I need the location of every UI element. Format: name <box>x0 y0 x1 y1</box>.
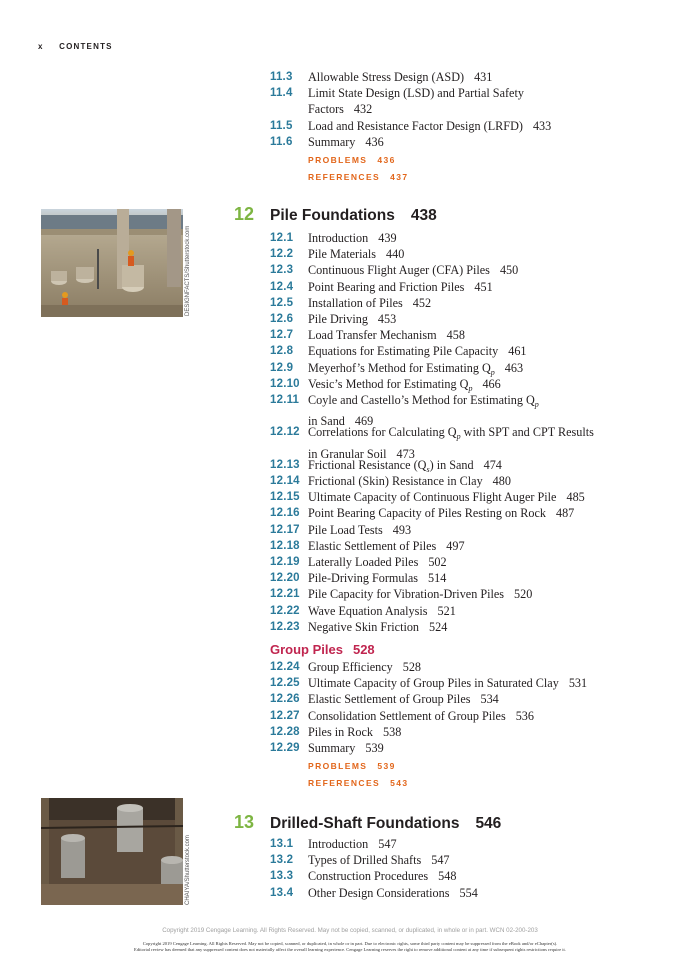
title-text: Pile-Driving Formulas <box>308 571 419 586</box>
ch11-problems-link[interactable] <box>308 155 396 165</box>
title-text: Factors <box>308 102 344 117</box>
title-text: Correlations for Calculating Q <box>308 425 457 440</box>
section-title <box>308 586 670 602</box>
section-number: 12.22 <box>270 604 300 617</box>
title-text: Pile Capacity for Vibration-Driven Piles <box>308 587 505 602</box>
chapter-title: Pile Foundations <box>270 207 395 224</box>
section-number: 11.3 <box>270 71 293 83</box>
section-number: 11.6 <box>270 135 293 148</box>
title-text: Allowable Stress Design (ASD) <box>308 70 465 84</box>
section-number: 12.16 <box>270 507 300 520</box>
section-title <box>308 538 670 554</box>
section-title <box>308 619 670 635</box>
section-title <box>308 659 670 675</box>
toc-entry[interactable] <box>270 311 670 327</box>
section-title <box>308 230 670 246</box>
title-text: Point Bearing Capacity of Piles Resting on Rock <box>308 506 546 521</box>
section-number: 12.1 <box>270 232 294 244</box>
drilled-shaft-photo <box>41 798 183 905</box>
title-text: Elastic Settlement of Piles <box>308 538 437 553</box>
page-ref: 485 <box>566 490 585 505</box>
section-number: 13.3 <box>270 870 294 883</box>
page-ref: 487 <box>555 506 575 521</box>
page-ref: 458 <box>446 328 465 343</box>
toc-entry[interactable] <box>270 279 670 295</box>
toc-entry[interactable] <box>270 724 670 740</box>
section-number: 12.11 <box>270 394 300 406</box>
page-ref: 451 <box>474 279 493 294</box>
chapter-13-heading[interactable] <box>234 812 501 833</box>
section-title <box>308 262 670 278</box>
toc-entry[interactable] <box>270 554 670 570</box>
section-title <box>308 424 670 445</box>
page-ref: 461 <box>508 344 527 359</box>
section-number: 12.2 <box>270 248 294 261</box>
section-number: 12.10 <box>270 377 300 390</box>
toc-entry[interactable] <box>270 675 670 691</box>
page-ref: 536 <box>515 708 534 723</box>
section-number: 12.28 <box>270 725 300 738</box>
chapter-title: Drilled-Shaft Foundations <box>270 815 460 832</box>
running-header <box>38 42 113 51</box>
section-number: 12.29 <box>270 742 300 754</box>
references-page: 543 <box>390 778 409 788</box>
section-number: 12.15 <box>270 491 300 504</box>
problems-page: 539 <box>377 761 396 771</box>
toc-entry[interactable] <box>270 570 670 586</box>
title-text: Pile Driving <box>308 312 368 326</box>
page-ref: 439 <box>378 231 397 245</box>
toc-entry[interactable] <box>270 69 670 85</box>
toc-entry[interactable] <box>270 505 670 521</box>
chapter-number: 13 <box>234 812 255 832</box>
references-label: REFERENCES <box>308 778 381 788</box>
page-ref: 521 <box>437 603 456 618</box>
section-number: 12.19 <box>270 556 300 568</box>
section-title <box>308 885 670 901</box>
page-ref: 538 <box>383 724 402 739</box>
page-ref: 431 <box>474 70 493 84</box>
subscript: p <box>468 383 473 393</box>
title-text: in Granular Soil <box>308 446 387 461</box>
section-title <box>308 554 670 570</box>
section-title <box>308 279 670 295</box>
page-ref: 524 <box>429 619 448 634</box>
group-piles-heading[interactable] <box>270 642 375 657</box>
section-title <box>308 489 670 505</box>
page-ref: 493 <box>392 522 412 537</box>
section-number: 12.25 <box>270 677 300 690</box>
page-ref: 514 <box>428 571 447 586</box>
toc-entry[interactable] <box>270 691 670 707</box>
title-text: Construction Procedures <box>308 869 429 884</box>
page-ref: 433 <box>532 118 552 133</box>
toc-entry[interactable] <box>270 659 670 675</box>
ch11-references-link[interactable] <box>308 172 408 182</box>
section-title <box>308 473 670 489</box>
references-label: REFERENCES <box>308 172 381 182</box>
chapter-page: 546 <box>475 815 502 832</box>
title-text: Frictional (Skin) Resistance in Clay <box>308 474 483 488</box>
section-title <box>308 691 670 707</box>
page-ref: 466 <box>482 376 501 391</box>
pile-foundation-photo <box>41 209 183 317</box>
page-ref: 473 <box>396 446 415 461</box>
section-title <box>308 85 670 101</box>
group-title: Group Piles <box>270 642 343 657</box>
toc-entry[interactable] <box>270 619 670 635</box>
problems-label: PROBLEMS <box>308 761 368 771</box>
title-text: Types of Drilled Shafts <box>308 853 422 868</box>
section-title <box>308 724 670 740</box>
toc-entry[interactable] <box>270 603 670 619</box>
section-title <box>308 327 670 343</box>
ch12-problems-link[interactable] <box>308 761 396 771</box>
section-title <box>308 603 670 619</box>
title-text: Ultimate Capacity of Continuous Flight Auger Pile <box>308 490 557 505</box>
title-text: Group Efficiency <box>308 660 393 674</box>
section-title <box>308 392 670 413</box>
toc-entry[interactable] <box>270 262 670 278</box>
page-ref: 463 <box>504 360 524 375</box>
title-text: Elastic Settlement of Group Piles <box>308 692 471 707</box>
title-text: Piles in Rock <box>308 724 374 739</box>
title-text: Introduction <box>308 231 369 245</box>
toc-entry[interactable] <box>270 489 670 505</box>
page-ref: 547 <box>431 853 450 868</box>
section-title <box>308 868 670 884</box>
problems-page: 436 <box>377 155 396 165</box>
section-label: CONTENTS <box>59 42 113 51</box>
toc-entry[interactable] <box>270 586 670 602</box>
toc-entry[interactable] <box>270 538 670 554</box>
photo-credit-13: CHAIYA/Shutterstock.com <box>185 835 191 905</box>
chapter-page: 438 <box>410 207 437 224</box>
toc-entry[interactable] <box>270 295 670 311</box>
section-title <box>308 505 670 521</box>
section-title <box>308 343 670 359</box>
section-title <box>308 118 670 134</box>
title-text: Load and Resistance Factor Design (LRFD) <box>308 118 523 133</box>
title-text: Other Design Considerations <box>308 885 450 900</box>
references-page: 437 <box>390 172 409 182</box>
section-number: 12.13 <box>270 458 300 471</box>
section-number: 11.5 <box>270 119 293 132</box>
ch12-references-link[interactable] <box>308 778 408 788</box>
section-title <box>308 708 670 724</box>
section-number: 12.27 <box>270 709 300 722</box>
section-number: 12.6 <box>270 313 294 325</box>
title-text: in Sand <box>308 414 345 429</box>
section-number: 11.4 <box>270 87 293 100</box>
section-number: 12.18 <box>270 539 300 552</box>
toc-entry[interactable] <box>270 246 670 262</box>
page-ref: 528 <box>402 660 421 674</box>
section-title <box>308 675 670 691</box>
section-number: 12.3 <box>270 264 294 277</box>
page-number: x <box>38 42 44 51</box>
section-title <box>308 246 670 262</box>
copyright-watermark: Copyright 2019 Cengage Learning. All Rights Reserved. May not be copied, scanned, or duplicated, in whole or in part. WCN 02-200-203 <box>162 927 538 934</box>
section-title <box>308 570 670 586</box>
title-text: Pile Load Tests <box>308 522 383 537</box>
toc-entry[interactable] <box>270 885 670 901</box>
title-text: ) in Sand <box>429 457 474 472</box>
section-number: 12.14 <box>270 475 300 487</box>
title-text: Load Transfer Mechanism <box>308 328 437 343</box>
section-number: 12.5 <box>270 296 294 309</box>
page-ref: 450 <box>499 263 519 278</box>
page-ref: 432 <box>353 102 373 117</box>
section-title-continued <box>308 101 670 117</box>
title-text: Vesic’s Method for Estimating Q <box>308 376 469 391</box>
photo-credit-12: DESIGNFACTS/Shutterstock.com <box>185 225 191 316</box>
title-text: Frictional Resistance (Q <box>308 457 427 472</box>
page-ref: 469 <box>354 414 374 429</box>
page-ref: 436 <box>365 134 384 149</box>
title-text: Equations for Estimating Pile Capacity <box>308 344 499 359</box>
section-number: 12.17 <box>270 523 300 536</box>
section-title <box>308 311 670 327</box>
section-number: 12.24 <box>270 661 300 673</box>
copyright-line: Copyright 2019 Cengage Learning. All Rights Reserved. May not be copied, scanned, or duplicated, in whole or in part. Due to electronic rights, some third party content may be suppressed from the eBook and/or eChapter(s). <box>142 941 558 946</box>
title-text: Wave Equation Analysis <box>308 603 428 618</box>
toc-entry[interactable] <box>270 230 670 246</box>
title-text: Ultimate Capacity of Group Piles in Saturated Clay <box>308 676 559 691</box>
title-text: Installation of Piles <box>308 295 403 310</box>
page-ref: 554 <box>459 885 478 900</box>
subscript: p <box>456 432 461 442</box>
section-number: 13.4 <box>270 886 294 899</box>
title-text: Point Bearing and Friction Piles <box>308 279 465 294</box>
toc-entry[interactable] <box>270 868 670 884</box>
title-text: Limit State Design (LSD) and Partial Safety <box>308 86 524 101</box>
page-ref: 547 <box>378 837 397 851</box>
section-number: 12.20 <box>270 572 300 585</box>
section-number: 12.8 <box>270 345 294 358</box>
section-title <box>308 740 670 756</box>
subscript: s <box>426 464 430 474</box>
section-number: 13.2 <box>270 854 294 867</box>
subscript: p <box>534 400 539 409</box>
section-number: 12.21 <box>270 588 300 601</box>
title-text: Coyle and Castello’s Method for Estimating Q <box>308 393 535 407</box>
toc-entry[interactable] <box>270 85 670 117</box>
toc-entry[interactable] <box>270 836 670 852</box>
section-number: 13.1 <box>270 838 294 850</box>
toc-entry[interactable] <box>270 473 670 489</box>
section-number: 12.12 <box>270 426 300 439</box>
section-title <box>308 852 670 868</box>
title-text: Pile Materials <box>308 247 377 262</box>
section-number: 12.4 <box>270 280 294 293</box>
title-text: Continuous Flight Auger (CFA) Piles <box>308 263 490 278</box>
section-title <box>308 295 670 311</box>
section-number: 12.7 <box>270 329 294 342</box>
copyright-notice <box>20 941 680 953</box>
toc-entry[interactable] <box>270 118 670 134</box>
title-text: Consolidation Settlement of Group Piles <box>308 708 506 723</box>
toc-entry[interactable] <box>270 134 670 150</box>
toc-entry[interactable] <box>270 343 670 359</box>
page-ref: 480 <box>492 474 511 488</box>
page-ref: 497 <box>446 538 465 553</box>
page-ref: 452 <box>412 295 432 310</box>
title-text: Meyerhof’s Method for Estimating Q <box>308 360 491 375</box>
page-ref: 440 <box>386 247 405 262</box>
toc-entry[interactable] <box>270 327 670 343</box>
section-number: 12.23 <box>270 620 300 633</box>
title-text: Introduction <box>308 837 369 851</box>
chapter-number: 12 <box>234 204 255 224</box>
page-ref: 502 <box>428 555 447 569</box>
section-number: 12.9 <box>270 361 294 374</box>
page-ref: 520 <box>514 587 533 602</box>
problems-label: PROBLEMS <box>308 155 368 165</box>
group-page: 528 <box>352 642 375 657</box>
toc-entry[interactable] <box>270 740 670 756</box>
page-ref: 474 <box>483 457 502 472</box>
copyright-line: Editorial review has deemed that any suppressed content does not materially affect the overall learning experience. Cengage Learning reserves the right to remove additional content at any time if subsequent rights restrictions require it. <box>134 947 566 952</box>
title-text: Summary <box>308 741 356 755</box>
page-ref: 531 <box>568 676 588 691</box>
section-title <box>308 836 670 852</box>
section-title <box>308 134 670 150</box>
toc-entry[interactable] <box>270 522 670 538</box>
section-title <box>308 69 670 85</box>
section-title <box>308 522 670 538</box>
toc-entry[interactable] <box>270 708 670 724</box>
title-text: Laterally Loaded Piles <box>308 555 419 569</box>
page-ref: 534 <box>480 692 499 707</box>
chapter-12-heading[interactable] <box>234 204 437 225</box>
title-text: Summary <box>308 134 356 149</box>
page-ref: 539 <box>365 741 384 755</box>
section-number: 12.26 <box>270 693 300 706</box>
subscript: p <box>490 367 495 377</box>
title-text: Negative Skin Friction <box>308 619 420 634</box>
page-ref: 453 <box>377 312 397 326</box>
title-text: with SPT and CPT Results <box>460 425 594 440</box>
toc-entry[interactable] <box>270 852 670 868</box>
page-ref: 548 <box>438 869 457 884</box>
